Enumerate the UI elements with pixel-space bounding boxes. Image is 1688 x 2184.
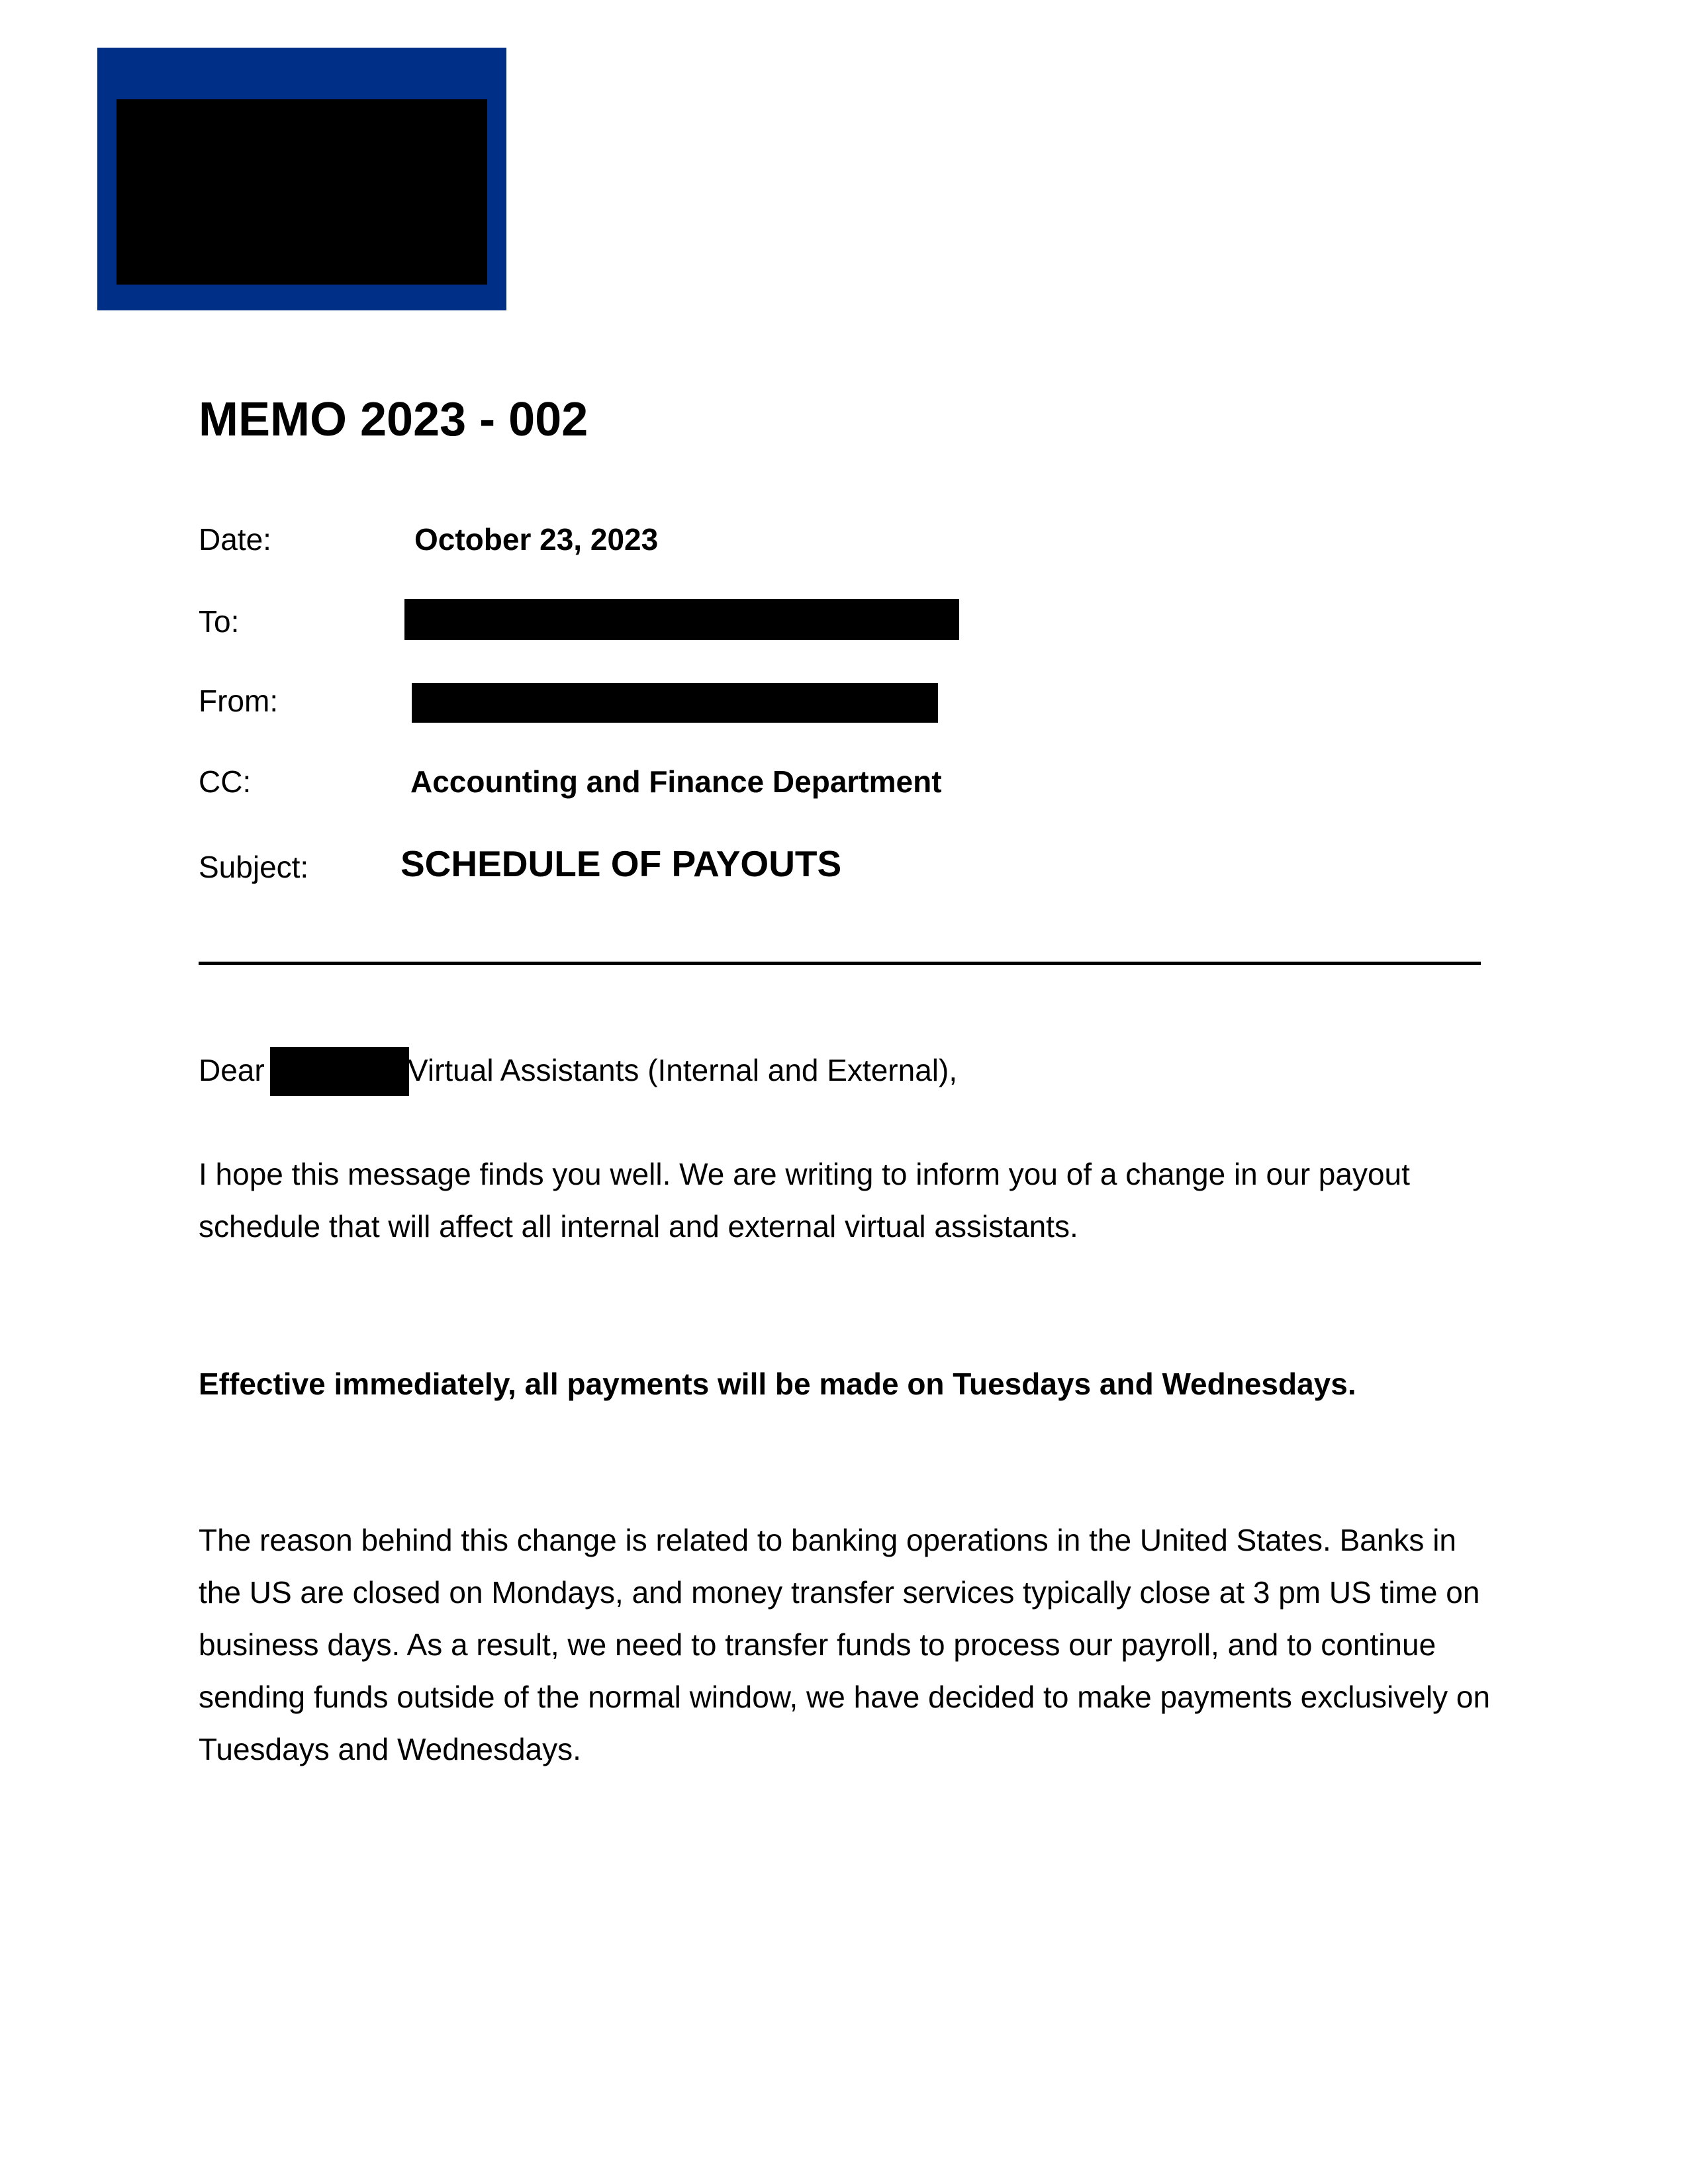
date-label: Date:: [199, 522, 271, 557]
paragraph-2-line-2: the US are closed on Mondays, and money transfer services typically close at 3 pm US time on: [199, 1575, 1480, 1610]
cc-label: CC:: [199, 764, 252, 799]
from-redaction: [412, 683, 938, 723]
memo-title: MEMO 2023 - 002: [199, 393, 588, 446]
cc-value: Accounting and Finance Department: [410, 764, 942, 799]
to-label: To:: [199, 604, 240, 639]
company-logo: [97, 48, 506, 310]
to-redaction: [404, 599, 959, 640]
paragraph-2-line-1: The reason behind this change is related to banking operations in the United States. Banks in: [199, 1523, 1456, 1557]
subject-label: Subject:: [199, 850, 309, 884]
paragraph-2-line-3: business days. As a result, we need to transfer funds to process our payroll, and to continue: [199, 1627, 1436, 1662]
announcement: Effective immediately, all payments will be made on Tuesdays and Wednesdays.: [199, 1367, 1356, 1401]
header-divider: [199, 962, 1481, 965]
paragraph-1-line-1: I hope this message finds you well. We are writing to inform you of a change in our payout: [199, 1157, 1410, 1191]
paragraph-1-line-2: schedule that will affect all internal and external virtual assistants.: [199, 1209, 1078, 1244]
salutation-redaction: [270, 1047, 409, 1096]
date-value: October 23, 2023: [414, 522, 659, 557]
paragraph-2-line-4: sending funds outside of the normal window, we have decided to make payments exclusively on: [199, 1680, 1491, 1714]
salutation-prefix: Dear: [199, 1053, 265, 1087]
subject-value: SCHEDULE OF PAYOUTS: [400, 843, 842, 884]
from-label: From:: [199, 684, 279, 718]
paragraph-2-line-5: Tuesdays and Wednesdays.: [199, 1732, 581, 1766]
salutation-suffix: Virtual Assistants (Internal and External),: [408, 1053, 958, 1087]
logo-redaction: [117, 99, 487, 285]
